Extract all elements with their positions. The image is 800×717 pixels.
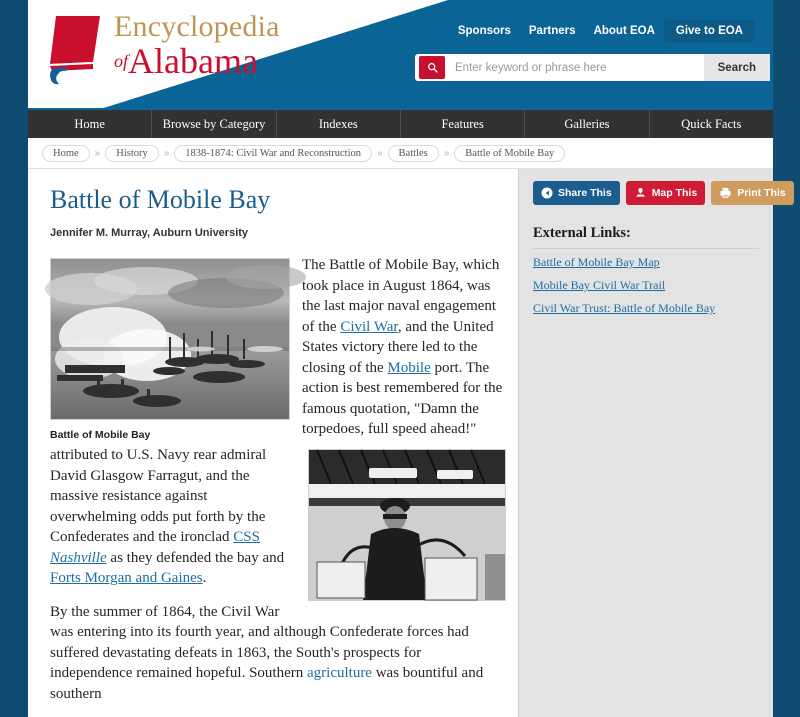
- breadcrumb-separator: »: [376, 147, 383, 159]
- breadcrumb-separator: »: [94, 147, 101, 159]
- printer-icon: [719, 187, 732, 199]
- map-this-button[interactable]: [626, 181, 706, 205]
- logo-wordmark: [114, 10, 314, 80]
- map-pin-icon: [634, 187, 647, 199]
- article-column: [28, 169, 518, 717]
- figure-naval-officer[interactable]: [308, 449, 504, 601]
- link-civil-war[interactable]: Civil War: [340, 318, 398, 335]
- link-nashville-italic: Nashville: [50, 549, 107, 566]
- page-body: [28, 169, 786, 717]
- external-links-heading: External Links:: [533, 225, 759, 249]
- breadcrumb: [28, 138, 773, 169]
- external-link-civil-war-trust[interactable]: Civil War Trust: Battle of Mobile Bay: [533, 301, 716, 315]
- logo-alabama-text: [114, 42, 314, 80]
- link-css-prefix: CSS: [233, 529, 260, 545]
- utility-nav: [449, 20, 755, 42]
- main-navigation: [28, 108, 773, 138]
- article-paragraph-2: [50, 602, 504, 705]
- breadcrumb-separator: »: [163, 147, 170, 159]
- link-forts-morgan-and-gaines[interactable]: Forts Morgan and Gaines: [50, 570, 203, 586]
- nav-item-quick-facts[interactable]: Quick Facts: [681, 116, 742, 131]
- breadcrumb-item-current[interactable]: Battle of Mobile Bay: [454, 145, 565, 162]
- figure-battle-of-mobile-bay[interactable]: [50, 258, 288, 441]
- search-button[interactable]: Search: [704, 54, 770, 81]
- nav-item-features[interactable]: Features: [401, 110, 525, 138]
- page-sheet: [28, 0, 786, 717]
- para2-text-1: By the summer of 1864, the Civil War was entering into its fourth year, and although Confederate forces had suffered devastating defeats in 1863, the South's prospects for independence remained hopeful. Southern: [50, 603, 469, 681]
- sidebar: [518, 169, 786, 717]
- para1-text-2: , and the United States victory there led to the closing of the: [302, 318, 494, 376]
- nav-item-galleries[interactable]: Galleries: [525, 110, 649, 138]
- breadcrumb-separator: »: [443, 147, 450, 159]
- para1-text-3: port. The action is best remembered for the famous quotation, "Damn the torpedoes, full speed ahead!" attributed to U.S. Navy rear admiral David Glasgow Farragut, and the massive resistance against overwhelming odds put forth by the Confederates and the ironclad: [50, 359, 503, 545]
- site-header: [28, 0, 773, 108]
- page-title: Battle of Mobile Bay: [50, 185, 271, 214]
- external-link-map[interactable]: Battle of Mobile Bay Map: [533, 255, 660, 269]
- print-this-button[interactable]: [711, 181, 793, 205]
- utility-link-give-to-eoa[interactable]: Give to EOA: [664, 20, 755, 42]
- para1-text-1: The Battle of Mobile Bay, which took place in August 1864, was the last major naval engagement of the: [302, 257, 500, 335]
- site-logo[interactable]: [46, 8, 306, 100]
- map-this-label: Map This: [651, 187, 698, 199]
- book-logo-icon: [46, 12, 108, 84]
- link-mobile[interactable]: Mobile: [387, 359, 431, 376]
- nav-item-home[interactable]: Home: [28, 110, 152, 138]
- breadcrumb-item-home[interactable]: Home: [42, 145, 90, 162]
- sidebar-action-buttons: [533, 181, 786, 205]
- search-icon[interactable]: [419, 56, 445, 79]
- figure-caption-naval-battle: Battle of Mobile Bay: [50, 429, 151, 441]
- para1-text-5: .: [202, 570, 207, 586]
- utility-link-about-eoa[interactable]: About EOA: [593, 25, 655, 37]
- article-body: [50, 255, 504, 704]
- share-this-button[interactable]: [533, 181, 620, 205]
- breadcrumb-item-era[interactable]: 1838-1874: Civil War and Reconstruction: [174, 145, 372, 162]
- search-glyph: [427, 62, 438, 73]
- breadcrumb-item-history[interactable]: History: [105, 145, 159, 162]
- para1-text-4: as they defended the bay and: [106, 549, 285, 566]
- logo-alabama-word: Alabama: [128, 41, 258, 81]
- nav-item-browse-by-category[interactable]: Browse by Category: [152, 110, 276, 138]
- logo-of-text: of: [114, 51, 129, 71]
- external-link-civil-war-trail[interactable]: Mobile Bay Civil War Trail: [533, 278, 666, 292]
- article-byline: Jennifer M. Murray, Auburn University: [50, 227, 249, 239]
- para2-text-2: was bountiful and southern: [50, 665, 484, 702]
- utility-link-partners[interactable]: Partners: [528, 25, 576, 37]
- link-agriculture[interactable]: agriculture: [307, 665, 372, 681]
- print-this-label: Print This: [737, 187, 786, 199]
- figure-image-naval-battle: [50, 258, 290, 420]
- figure-image-naval-officer: [308, 449, 506, 601]
- site-search: [415, 54, 770, 81]
- share-this-label: Share This: [558, 187, 612, 199]
- logo-encyclopedia-text: Encyclopedia: [114, 10, 280, 43]
- share-icon: [541, 187, 553, 199]
- utility-link-sponsors[interactable]: Sponsors: [457, 25, 511, 37]
- search-input[interactable]: [445, 54, 704, 81]
- breadcrumb-item-battles[interactable]: Battles: [388, 145, 439, 162]
- nav-item-indexes[interactable]: Indexes: [277, 110, 401, 138]
